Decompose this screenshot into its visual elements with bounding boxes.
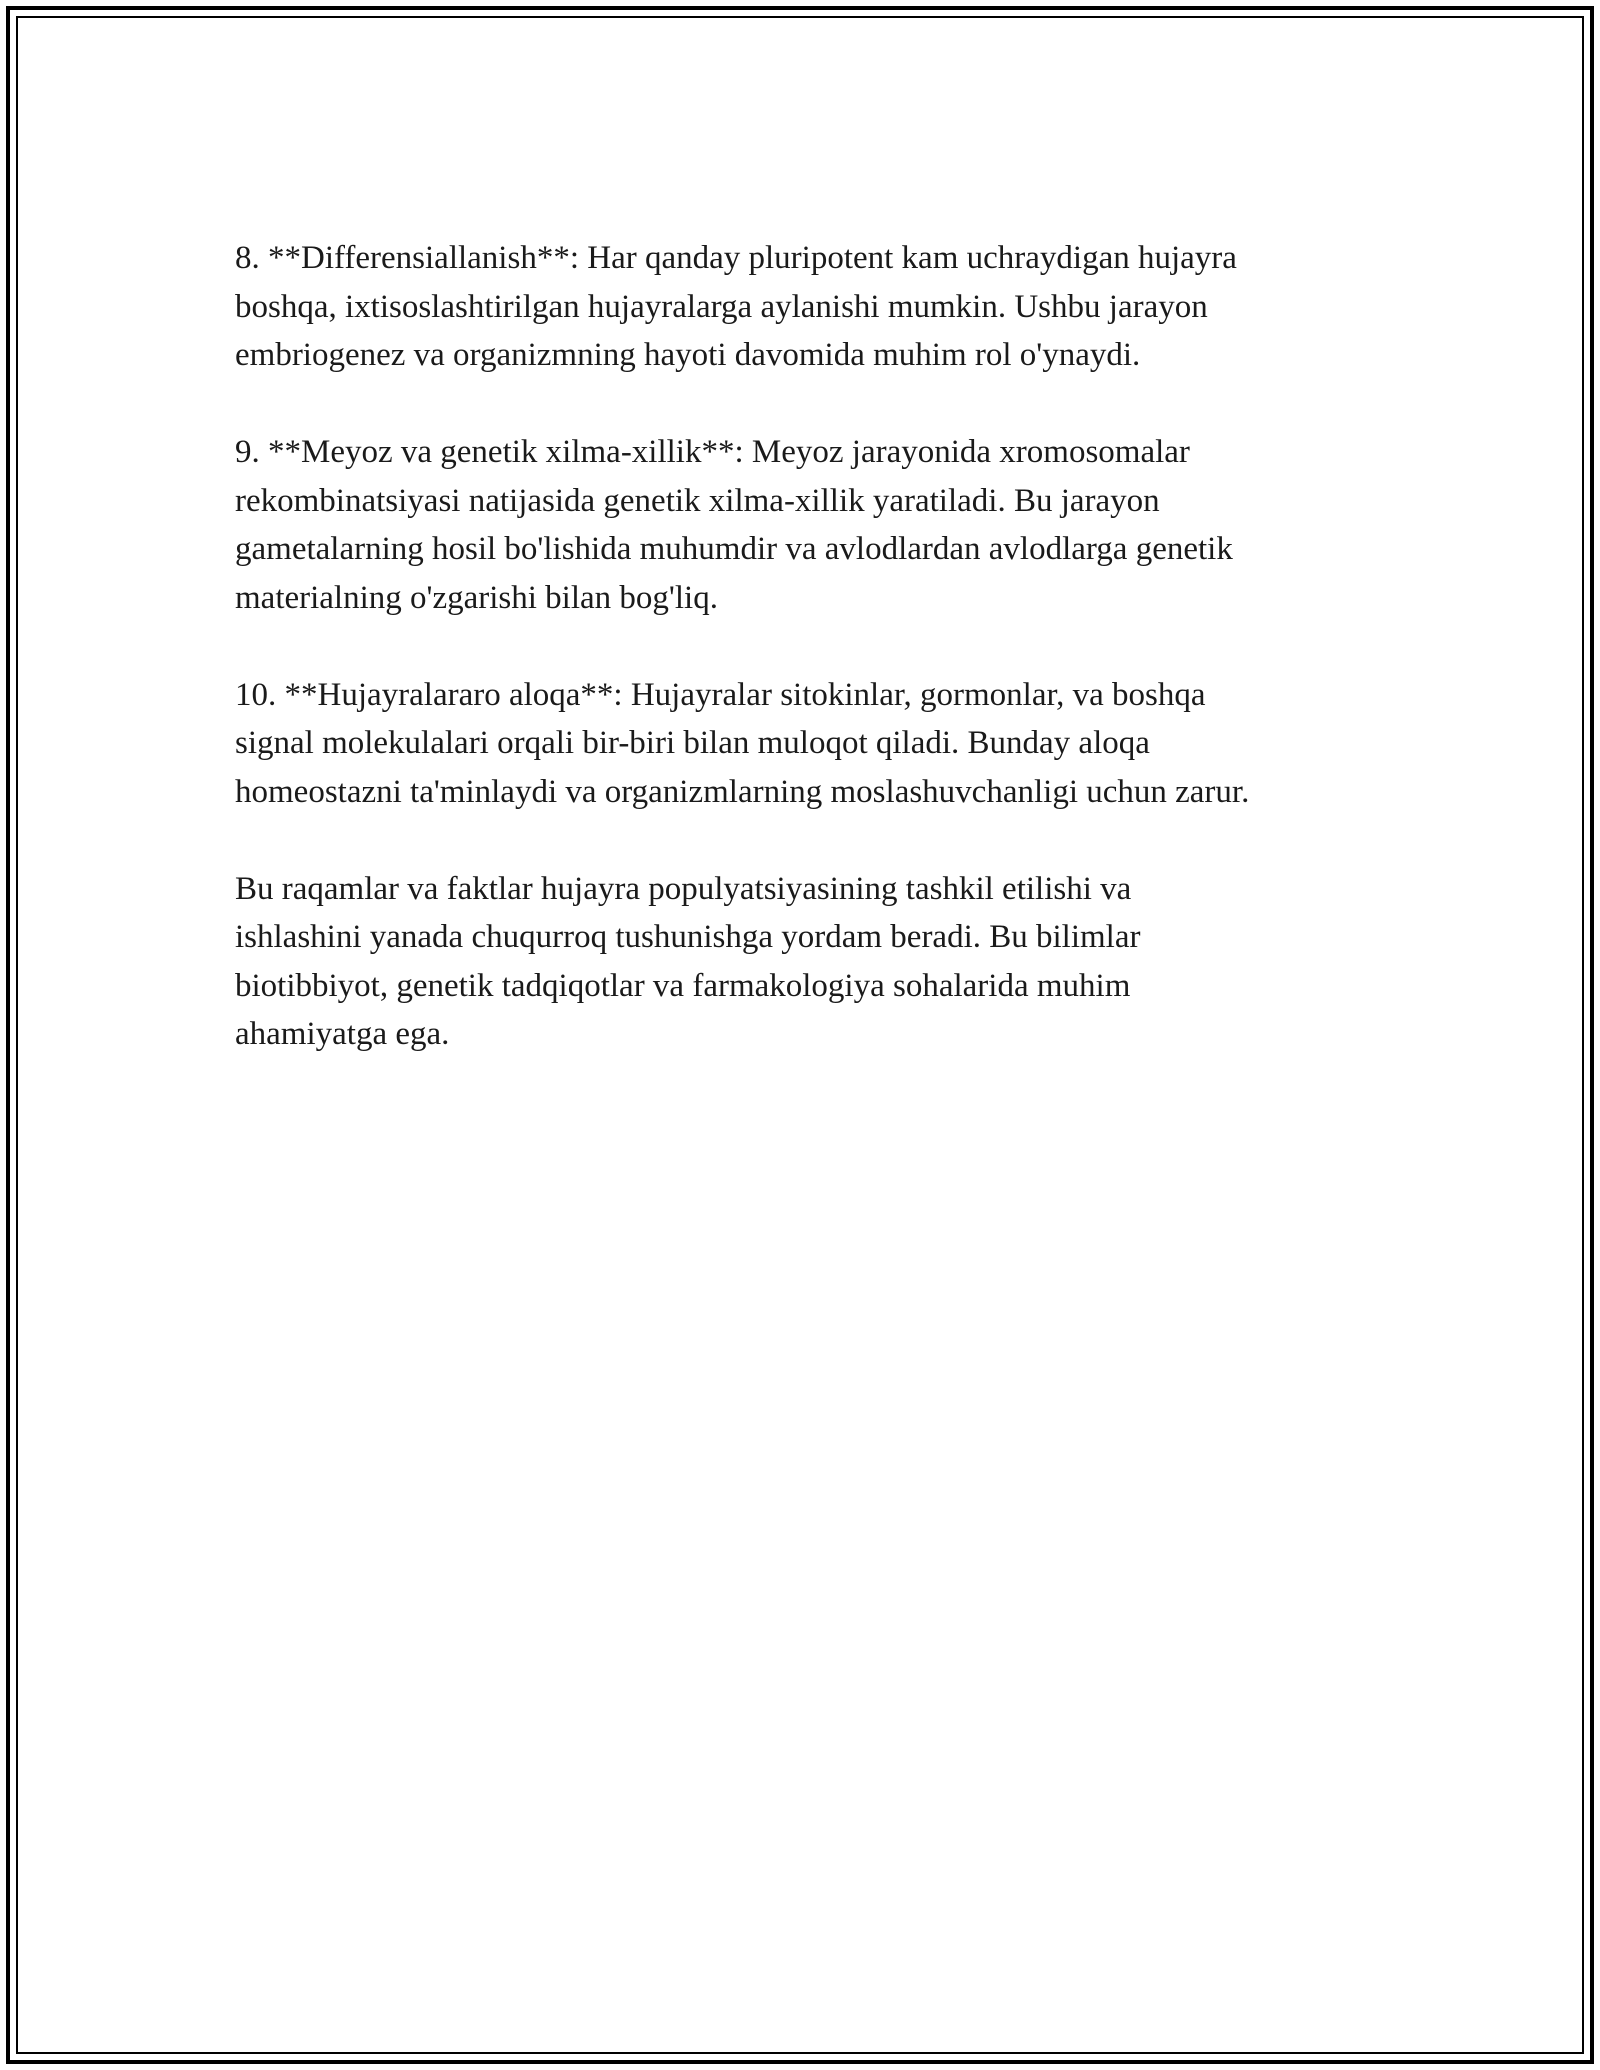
paragraph-meyoz: 9. **Meyoz va genetik xilma-xillik**: Meyoz jarayonida xromosomalar rekombinatsiyasi natijasida genetik xilma-xillik yaratiladi. Bu jarayon gametalarning hosil bo'lishida muhumdir va avlodlardan avlodlarga genetik materialning o'zgarishi bilan bog'liq. <box>235 434 1233 616</box>
paragraph-conclusion: Bu raqamlar va faktlar hujayra populyatsiyasining tashkil etilishi va ishlashini yanada chuqurroq tushunishga yordam beradi. Bu bilimlar biotibbiyot, genetik tadqiqotlar va farmakologiya sohalarida muhim ahamiyatga ega. <box>235 870 1141 1052</box>
document-body <box>235 234 1385 1107</box>
paragraph-differensiallanish: 8. **Differensiallanish**: Har qanday pluripotent kam uchraydigan hujayra boshqa, ixtisoslashtirilgan hujayralarga aylanishi mumkin. Ushbu jarayon embriogenez va organizmning hayoti davomida muhim rol o'ynaydi. <box>235 240 1237 373</box>
paragraph-hujayralararo-aloqa: 10. **Hujayralararo aloqa**: Hujayralar sitokinlar, gormonlar, va boshqa signal molekulalari orqali bir-biri bilan muloqot qiladi. Bunday aloqa homeostazni ta'minlaydi va organizmlarning moslashuvchanligi uchun zarur. <box>235 676 1250 810</box>
